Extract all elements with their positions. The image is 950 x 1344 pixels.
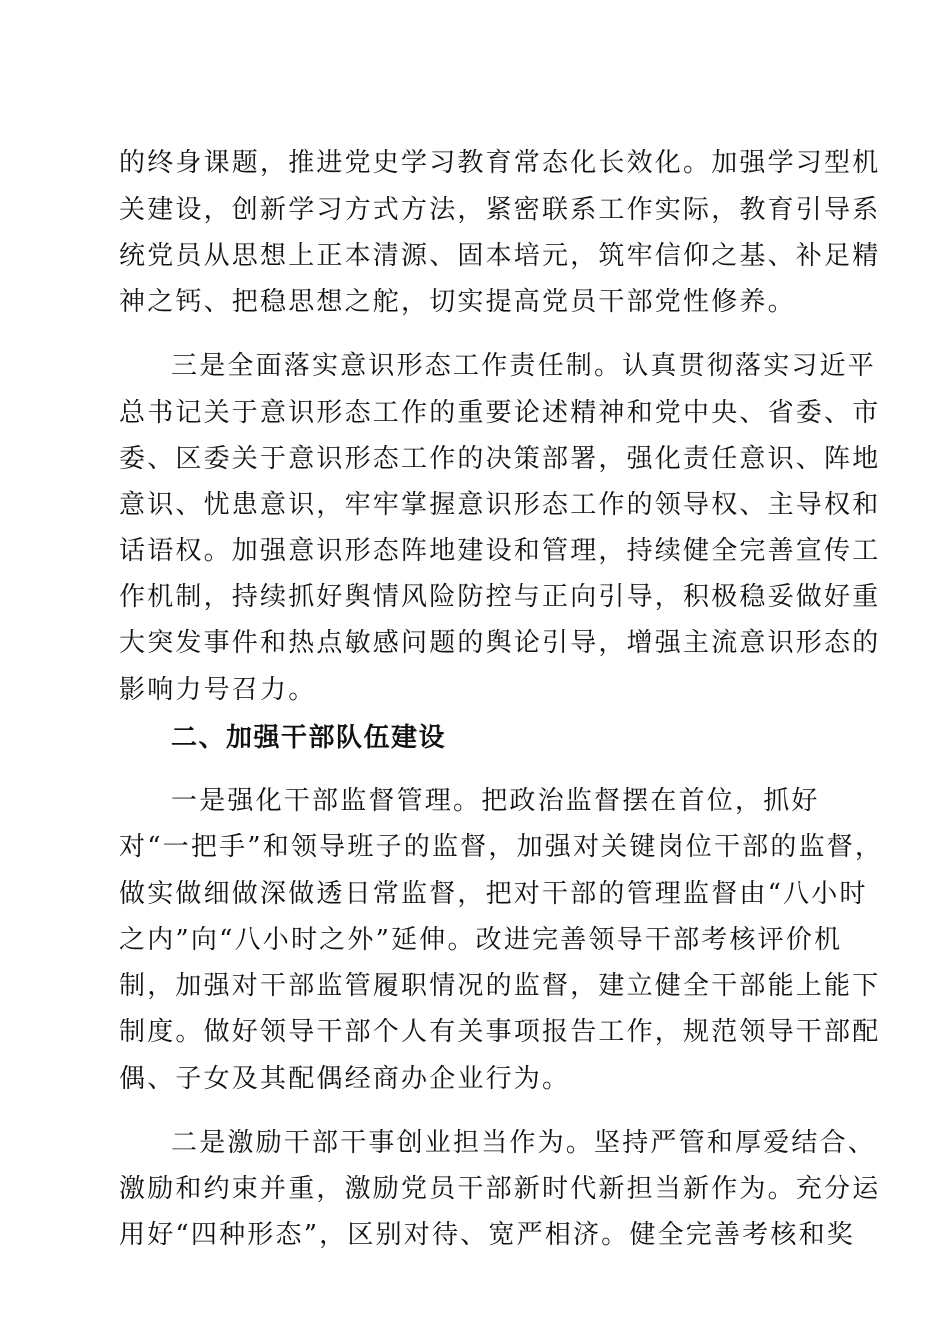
paragraph-line: 激励和约束并重，激励党员干部新时代新担当新作为。充分运	[119, 1174, 881, 1204]
paragraph-line: 三是全面落实意识形态工作责任制。认真贯彻落实习近平	[171, 351, 877, 381]
paragraph-line: 二是激励干部干事创业担当作为。坚持严管和厚爱结合、	[171, 1128, 877, 1158]
paragraph-line: 制，加强对干部监管履职情况的监督，建立健全干部能上能下	[119, 971, 881, 1001]
paragraph-line: 制度。做好领导干部个人有关事项报告工作，规范领导干部配	[119, 1017, 881, 1047]
paragraph-line: 之内”向“八小时之外”延伸。改进完善领导干部考核评价机	[119, 925, 843, 955]
paragraph-line: 一是强化干部监督管理。把政治监督摆在首位，抓好	[171, 786, 820, 816]
paragraph-line: 总书记关于意识形态工作的重要论述精神和党中央、省委、市	[119, 398, 881, 428]
paragraph-line: 做实做细做深做透日常监督，把对干部的管理监督由“八小时	[119, 879, 868, 909]
section-heading: 二、加强干部队伍建设	[171, 723, 447, 753]
paragraph-line: 偶、子女及其配偶经商办企业行为。	[119, 1064, 571, 1094]
paragraph-line: 对“一把手”和领导班子的监督，加强对关键岗位干部的监督，	[119, 832, 884, 862]
paragraph-line: 的终身课题，推进党史学习教育常态化长效化。加强学习型机	[119, 148, 881, 178]
paragraph-line: 委、区委关于意识形态工作的决策部署，强化责任意识、阵地	[119, 444, 881, 474]
paragraph-line: 意识、忧患意识，牢牢掌握意识形态工作的领导权、主导权和	[119, 490, 881, 520]
paragraph-line: 用好“四种形态”，区别对待、宽严相济。健全完善考核和奖	[119, 1220, 855, 1250]
paragraph-line: 作机制，持续抓好舆情风险防控与正向引导，积极稳妥做好重	[119, 582, 881, 612]
paragraph-line: 关建设，创新学习方式方法，紧密联系工作实际，教育引导系	[119, 195, 881, 225]
paragraph-line: 神之钙、把稳思想之舵，切实提高党员干部党性修养。	[119, 287, 796, 317]
paragraph-line: 大突发事件和热点敏感问题的舆论引导，增强主流意识形态的	[119, 628, 881, 658]
paragraph-line: 影响力号召力。	[119, 675, 317, 705]
paragraph-line: 统党员从思想上正本清源、固本培元，筑牢信仰之基、补足精	[119, 241, 881, 271]
paragraph-line: 话语权。加强意识形态阵地建设和管理，持续健全完善宣传工	[119, 536, 881, 566]
